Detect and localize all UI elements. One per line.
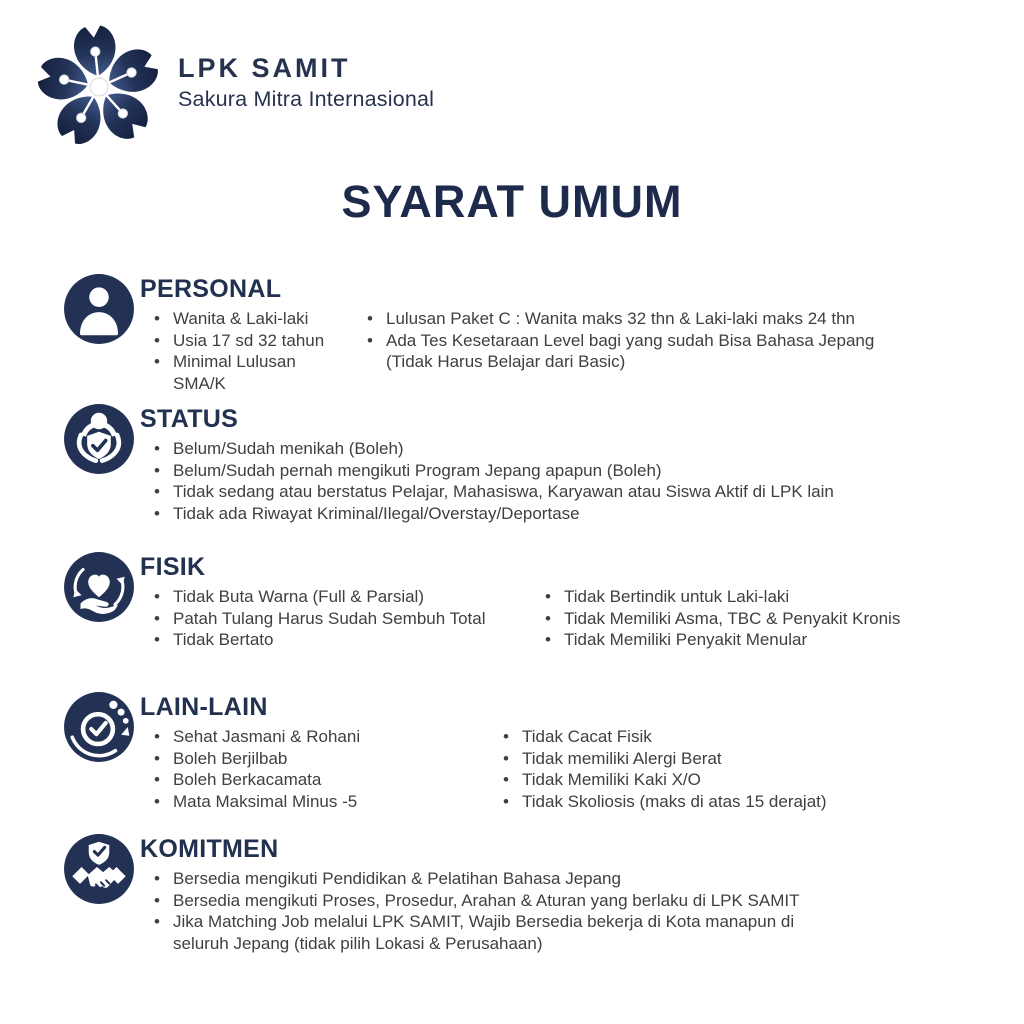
logo-text (178, 53, 434, 112)
person-holding-shield-icon (62, 402, 136, 476)
list-item: • Tidak Bertindik untuk Laki-laki (531, 586, 971, 608)
list-item: • Tidak sedang atau berstatus Pelajar, Mahasiswa, Karyawan atau Siswa Aktif di LPK lain (140, 481, 940, 503)
list-item: • Tidak Cacat Fisik (489, 726, 949, 748)
list-item: • Bersedia mengikuti Proses, Prosedur, Arahan & Aturan yang berlaku di LPK SAMIT (140, 890, 830, 912)
list-item: • Ada Tes Kesetaraan Level bagi yang sudah Bisa Bahasa Jepang (Tidak Harus Belajar dari Basic) (353, 330, 896, 373)
bullet-list (140, 726, 489, 812)
bullet-list (140, 308, 353, 394)
bullet-list (353, 308, 896, 373)
bullet-list (140, 586, 531, 651)
list-item: • Mata Maksimal Minus -5 (140, 791, 489, 813)
section-heading: FISIK (140, 553, 206, 581)
section-komitmen (62, 832, 830, 954)
list-item: • Jika Matching Job melalui LPK SAMIT, Wajib Bersedia bekerja di Kota manapun di seluruh Jepang (tidak pilih Lokasi & Perusahaan) (140, 911, 830, 954)
list-item: • Tidak Buta Warna (Full & Parsial) (140, 586, 531, 608)
check-circle-icon (62, 690, 136, 764)
bullet-list (140, 868, 830, 954)
list-item: • Usia 17 sd 32 tahun (140, 330, 353, 352)
list-item: • Minimal Lulusan SMA/K (140, 351, 353, 394)
section-lain-lain (62, 690, 949, 812)
brand-subtitle: Sakura Mitra Internasional (178, 87, 435, 111)
list-item: • Sehat Jasmani & Rohani (140, 726, 489, 748)
list-item: • Tidak ada Riwayat Kriminal/Ilegal/Overstay/Deportase (140, 503, 940, 525)
list-item: • Belum/Sudah menikah (Boleh) (140, 438, 940, 460)
list-item: • Tidak memiliki Alergi Berat (489, 748, 949, 770)
person-icon (62, 272, 136, 346)
section-heading: PERSONAL (140, 275, 282, 303)
list-item: • Patah Tulang Harus Sudah Sembuh Total (140, 608, 531, 630)
list-item: • Tidak Memiliki Kaki X/O (489, 769, 949, 791)
section-status (62, 402, 940, 524)
list-item: • Wanita & Laki-laki (140, 308, 353, 330)
list-item: • Boleh Berkacamata (140, 769, 489, 791)
bullet-list (531, 586, 971, 651)
page-title: SYARAT UMUM (341, 176, 683, 227)
list-item: • Belum/Sudah pernah mengikuti Program Jepang apapun (Boleh) (140, 460, 940, 482)
bullet-list (489, 726, 949, 812)
list-item: • Boleh Berjilbab (140, 748, 489, 770)
section-heading: LAIN-LAIN (140, 693, 268, 721)
list-item: • Bersedia mengikuti Pendidikan & Pelatihan Bahasa Jepang (140, 868, 830, 890)
section-heading: KOMITMEN (140, 835, 279, 863)
heart-in-hand-icon (62, 550, 136, 624)
list-item: • Tidak Memiliki Penyakit Menular (531, 629, 971, 651)
section-personal (62, 272, 896, 394)
sakura-flower-logo-icon (24, 12, 174, 162)
list-item: • Tidak Memiliki Asma, TBC & Penyakit Kronis (531, 608, 971, 630)
handshake-shield-icon (62, 832, 136, 906)
bullet-list (140, 438, 940, 524)
list-item: • Tidak Bertato (140, 629, 531, 651)
brand-name: LPK SAMIT (178, 53, 351, 83)
list-item: • Tidak Skoliosis (maks di atas 15 derajat) (489, 791, 949, 813)
section-fisik (62, 550, 971, 651)
list-item: • Lulusan Paket C : Wanita maks 32 thn & Laki-laki maks 24 thn (353, 308, 896, 330)
section-heading: STATUS (140, 405, 239, 433)
